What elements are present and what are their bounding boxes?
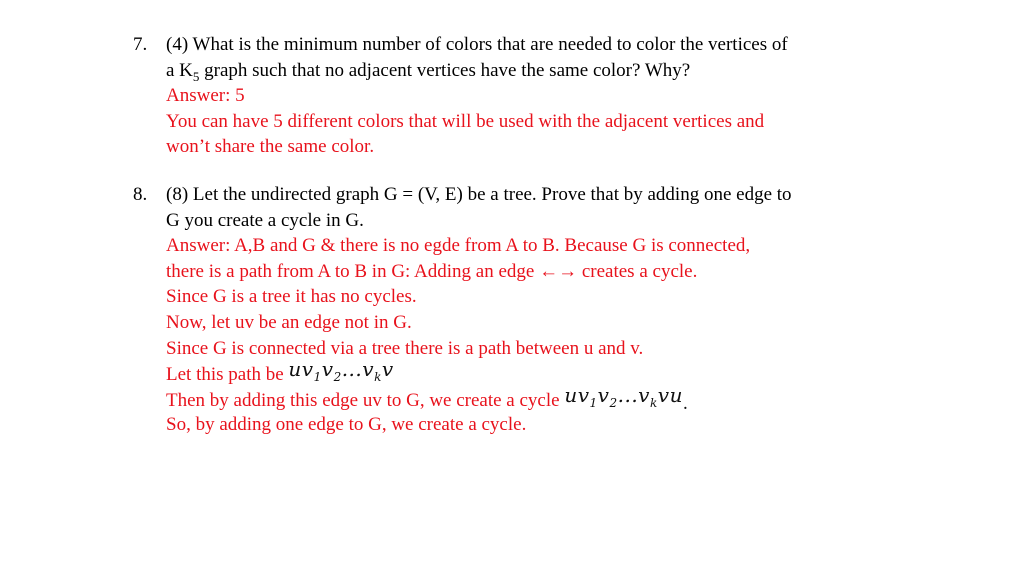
math-subscript: k — [649, 395, 658, 410]
math-cycle-expression — [564, 382, 683, 410]
math-part: vu — [657, 382, 683, 407]
answer-line: Since G is connected via a tree there is a path between u and v. — [166, 337, 644, 359]
text-span: a K — [166, 59, 193, 81]
question-body — [166, 182, 926, 438]
math-subscript: k — [374, 370, 382, 385]
math-part: v — [321, 357, 334, 382]
text-span: graph such that no adjacent vertices have the same color? Why? — [199, 59, 691, 81]
math-part: v — [381, 357, 394, 382]
text-span: Let this path be — [166, 364, 289, 386]
math-subscript: 1 — [313, 370, 322, 385]
period-mark: . — [682, 392, 688, 414]
math-part: ...v — [341, 357, 375, 382]
answer-line — [166, 357, 926, 387]
text-span: creates a cycle. — [577, 260, 698, 282]
math-part: ...v — [617, 382, 650, 407]
math-part: v — [597, 382, 610, 407]
text-span: Then by adding this edge uv to G, we create a cycle — [166, 389, 565, 411]
math-path-expression — [288, 357, 394, 385]
explanation-line: won’t share the same color. — [166, 136, 375, 158]
math-part: uv — [564, 382, 590, 407]
double-arrow-icon: ←→ — [539, 260, 578, 282]
answer-line: Since G is a tree it has no cycles. — [166, 286, 417, 308]
question-text — [166, 58, 926, 84]
question-number: 8. — [133, 184, 148, 205]
math-subscript: 1 — [589, 395, 598, 410]
answer-line: Answer: A,B and G & there is no egde from A to B. Because G is connected, — [166, 235, 751, 257]
question-text: (4) What is the minimum number of colors that are needed to color the vertices of — [166, 34, 788, 55]
math-subscript: 2 — [609, 395, 618, 410]
answer-line — [166, 382, 926, 414]
math-part: uv — [288, 357, 314, 382]
subscript: 5 — [192, 68, 200, 84]
explanation-line: You can have 5 different colors that will be used with the adjacent vertices and — [166, 110, 765, 132]
question-number: 7. — [133, 34, 148, 55]
question-text: G you create a cycle in G. — [166, 209, 364, 231]
answer-line: Answer: 5 — [166, 85, 245, 107]
answer-line: Now, let uv be an edge not in G. — [166, 311, 412, 333]
math-subscript: 2 — [333, 370, 342, 385]
question-body — [166, 32, 926, 160]
answer-line — [166, 259, 926, 285]
answer-line: So, by adding one edge to G, we create a cycle. — [166, 414, 527, 436]
text-span: there is a path from A to B in G: Adding an edge — [166, 260, 540, 282]
question-text: (8) Let the undirected graph G = (V, E) be a tree. Prove that by adding one edge to — [166, 184, 792, 205]
